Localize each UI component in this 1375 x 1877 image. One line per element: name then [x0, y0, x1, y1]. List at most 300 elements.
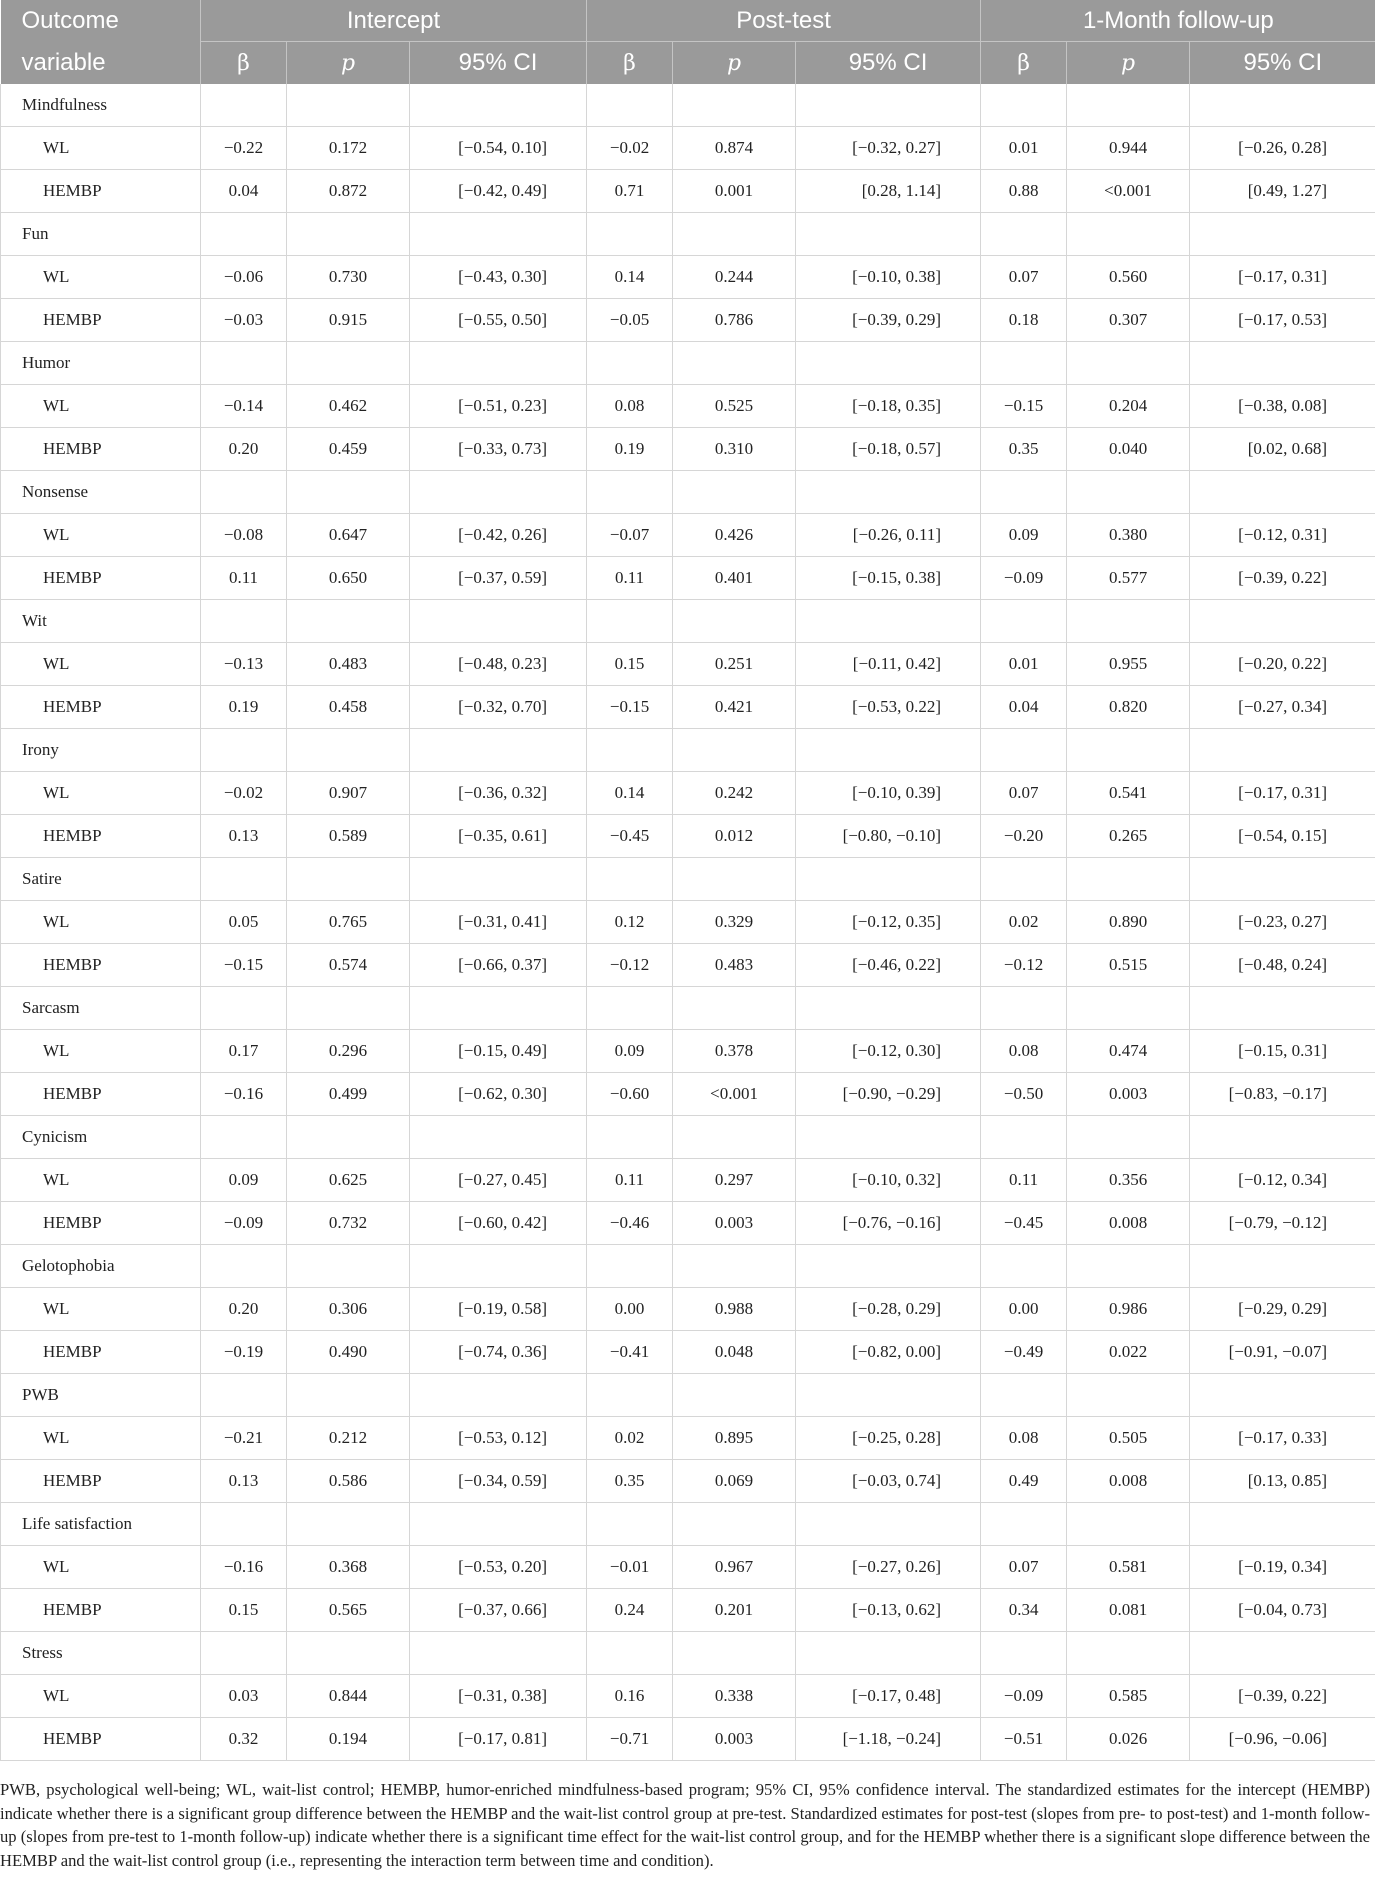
cell-followup-p: 0.008: [1067, 1202, 1190, 1245]
cell-posttest-p: 0.244: [673, 256, 796, 299]
table-row: [1, 1589, 1375, 1632]
cell-followup-beta: −0.12: [981, 944, 1067, 987]
cell-intercept-beta: 0.04: [201, 170, 287, 213]
empty-cell: [1190, 471, 1375, 514]
cell-posttest-beta: −0.05: [587, 299, 673, 342]
cell-intercept-p: 0.458: [287, 686, 410, 729]
cell-followup-beta: −0.51: [981, 1718, 1067, 1761]
cell-intercept-p: 0.915: [287, 299, 410, 342]
empty-cell: [587, 1503, 673, 1546]
cell-followup-p: 0.944: [1067, 127, 1190, 170]
empty-cell: [287, 987, 410, 1030]
empty-cell: [587, 1245, 673, 1288]
empty-cell: [673, 987, 796, 1030]
empty-cell: [587, 342, 673, 385]
empty-cell: [1067, 471, 1190, 514]
cell-intercept-ci: [−0.74, 0.36]: [410, 1331, 587, 1374]
header-ci: 95% CI: [410, 42, 587, 85]
group-label: WL: [1, 514, 201, 557]
cell-posttest-p: 0.003: [673, 1718, 796, 1761]
empty-cell: [287, 1245, 410, 1288]
table-row: [1, 1159, 1375, 1202]
table-body: [1, 84, 1375, 1761]
cell-posttest-p: 0.310: [673, 428, 796, 471]
empty-cell: [287, 1503, 410, 1546]
cell-posttest-ci: [−0.17, 0.48]: [796, 1675, 981, 1718]
cell-intercept-ci: [−0.62, 0.30]: [410, 1073, 587, 1116]
header-beta: β: [201, 42, 287, 85]
table-row: [1, 1288, 1375, 1331]
cell-intercept-beta: −0.21: [201, 1417, 287, 1460]
cell-followup-ci: [−0.48, 0.24]: [1190, 944, 1375, 987]
cell-intercept-p: 0.483: [287, 643, 410, 686]
header-group-followup: 1-Month follow-up: [981, 0, 1375, 42]
empty-cell: [1190, 1503, 1375, 1546]
cell-posttest-p: 0.988: [673, 1288, 796, 1331]
cell-intercept-ci: [−0.66, 0.37]: [410, 944, 587, 987]
cell-followup-p: 0.955: [1067, 643, 1190, 686]
cell-followup-ci: [−0.20, 0.22]: [1190, 643, 1375, 686]
group-label: HEMBP: [1, 428, 201, 471]
group-label: HEMBP: [1, 686, 201, 729]
empty-cell: [1067, 729, 1190, 772]
cell-intercept-p: 0.625: [287, 1159, 410, 1202]
cell-followup-beta: 0.07: [981, 772, 1067, 815]
cell-intercept-p: 0.459: [287, 428, 410, 471]
group-label: HEMBP: [1, 170, 201, 213]
table-row: [1, 772, 1375, 815]
cell-posttest-ci: [−0.26, 0.11]: [796, 514, 981, 557]
table-row: [1, 643, 1375, 686]
cell-intercept-beta: −0.16: [201, 1073, 287, 1116]
group-label: HEMBP: [1, 1589, 201, 1632]
cell-followup-ci: [0.49, 1.27]: [1190, 170, 1375, 213]
cell-intercept-ci: [−0.54, 0.10]: [410, 127, 587, 170]
empty-cell: [201, 1503, 287, 1546]
cell-intercept-beta: −0.08: [201, 514, 287, 557]
cell-intercept-beta: −0.19: [201, 1331, 287, 1374]
cell-followup-beta: 0.01: [981, 127, 1067, 170]
cell-followup-p: 0.560: [1067, 256, 1190, 299]
cell-intercept-p: 0.194: [287, 1718, 410, 1761]
empty-cell: [673, 84, 796, 127]
category-row: [1, 1116, 1375, 1159]
cell-intercept-ci: [−0.53, 0.20]: [410, 1546, 587, 1589]
cell-intercept-ci: [−0.27, 0.45]: [410, 1159, 587, 1202]
table-row: [1, 170, 1375, 213]
empty-cell: [587, 84, 673, 127]
cell-followup-p: 0.204: [1067, 385, 1190, 428]
table-row: [1, 1546, 1375, 1589]
table-row: [1, 944, 1375, 987]
empty-cell: [1067, 1503, 1190, 1546]
empty-cell: [1190, 729, 1375, 772]
cell-posttest-ci: [−0.03, 0.74]: [796, 1460, 981, 1503]
cell-intercept-p: 0.732: [287, 1202, 410, 1245]
group-label: HEMBP: [1, 1718, 201, 1761]
cell-intercept-p: 0.306: [287, 1288, 410, 1331]
cell-posttest-beta: 0.35: [587, 1460, 673, 1503]
cell-intercept-ci: [−0.53, 0.12]: [410, 1417, 587, 1460]
empty-cell: [1190, 213, 1375, 256]
cell-posttest-p: 0.874: [673, 127, 796, 170]
table-row: [1, 1718, 1375, 1761]
empty-cell: [287, 729, 410, 772]
cell-posttest-p: 0.483: [673, 944, 796, 987]
group-label: HEMBP: [1, 944, 201, 987]
cell-followup-beta: 0.01: [981, 643, 1067, 686]
cell-posttest-p: 0.201: [673, 1589, 796, 1632]
cell-intercept-ci: [−0.31, 0.38]: [410, 1675, 587, 1718]
empty-cell: [410, 1632, 587, 1675]
empty-cell: [287, 342, 410, 385]
empty-cell: [796, 342, 981, 385]
outcome-label: Mindfulness: [1, 84, 201, 127]
empty-cell: [410, 1374, 587, 1417]
category-row: [1, 858, 1375, 901]
cell-intercept-beta: −0.16: [201, 1546, 287, 1589]
cell-followup-ci: [−0.17, 0.33]: [1190, 1417, 1375, 1460]
cell-followup-p: 0.890: [1067, 901, 1190, 944]
group-label: HEMBP: [1, 815, 201, 858]
cell-followup-beta: −0.50: [981, 1073, 1067, 1116]
cell-followup-beta: 0.11: [981, 1159, 1067, 1202]
cell-posttest-p: 0.378: [673, 1030, 796, 1073]
cell-posttest-ci: [−0.90, −0.29]: [796, 1073, 981, 1116]
empty-cell: [587, 729, 673, 772]
cell-followup-ci: [−0.39, 0.22]: [1190, 1675, 1375, 1718]
cell-posttest-beta: −0.45: [587, 815, 673, 858]
cell-posttest-ci: [−0.13, 0.62]: [796, 1589, 981, 1632]
empty-cell: [287, 1116, 410, 1159]
cell-followup-beta: −0.49: [981, 1331, 1067, 1374]
cell-followup-p: 0.820: [1067, 686, 1190, 729]
cell-followup-beta: 0.18: [981, 299, 1067, 342]
cell-followup-ci: [−0.17, 0.31]: [1190, 256, 1375, 299]
cell-intercept-p: 0.586: [287, 1460, 410, 1503]
empty-cell: [981, 342, 1067, 385]
table-row: [1, 514, 1375, 557]
cell-intercept-ci: [−0.42, 0.49]: [410, 170, 587, 213]
cell-posttest-p: 0.426: [673, 514, 796, 557]
cell-posttest-p: 0.401: [673, 557, 796, 600]
cell-followup-beta: −0.20: [981, 815, 1067, 858]
group-label: WL: [1, 643, 201, 686]
cell-intercept-ci: [−0.17, 0.81]: [410, 1718, 587, 1761]
table-row: [1, 1460, 1375, 1503]
cell-intercept-p: 0.574: [287, 944, 410, 987]
empty-cell: [796, 1632, 981, 1675]
empty-cell: [287, 600, 410, 643]
group-label: WL: [1, 1546, 201, 1589]
empty-cell: [796, 858, 981, 901]
empty-cell: [587, 987, 673, 1030]
empty-cell: [201, 1116, 287, 1159]
outcome-label: Fun: [1, 213, 201, 256]
empty-cell: [981, 213, 1067, 256]
cell-intercept-beta: 0.20: [201, 428, 287, 471]
group-label: WL: [1, 385, 201, 428]
cell-intercept-p: 0.296: [287, 1030, 410, 1073]
cell-followup-ci: [−0.39, 0.22]: [1190, 557, 1375, 600]
cell-posttest-p: 0.003: [673, 1202, 796, 1245]
empty-cell: [410, 471, 587, 514]
cell-followup-p: 0.505: [1067, 1417, 1190, 1460]
cell-intercept-p: 0.589: [287, 815, 410, 858]
cell-intercept-p: 0.499: [287, 1073, 410, 1116]
cell-followup-beta: −0.15: [981, 385, 1067, 428]
cell-followup-beta: −0.09: [981, 557, 1067, 600]
table-row: [1, 686, 1375, 729]
empty-cell: [981, 1632, 1067, 1675]
cell-followup-ci: [−0.96, −0.06]: [1190, 1718, 1375, 1761]
header-p: p: [287, 42, 410, 85]
outcome-label: Gelotophobia: [1, 1245, 201, 1288]
outcome-label: Cynicism: [1, 1116, 201, 1159]
cell-intercept-ci: [−0.35, 0.61]: [410, 815, 587, 858]
empty-cell: [1067, 213, 1190, 256]
cell-intercept-ci: [−0.55, 0.50]: [410, 299, 587, 342]
cell-followup-ci: [−0.29, 0.29]: [1190, 1288, 1375, 1331]
cell-posttest-p: 0.251: [673, 643, 796, 686]
empty-cell: [1190, 1632, 1375, 1675]
cell-followup-ci: [−0.83, −0.17]: [1190, 1073, 1375, 1116]
empty-cell: [1067, 1245, 1190, 1288]
empty-cell: [587, 1632, 673, 1675]
cell-posttest-ci: [−0.15, 0.38]: [796, 557, 981, 600]
empty-cell: [1067, 1632, 1190, 1675]
empty-cell: [673, 1503, 796, 1546]
empty-cell: [587, 858, 673, 901]
cell-followup-beta: −0.45: [981, 1202, 1067, 1245]
table-row: [1, 901, 1375, 944]
cell-followup-ci: [−0.17, 0.31]: [1190, 772, 1375, 815]
cell-posttest-beta: 0.11: [587, 1159, 673, 1202]
cell-followup-ci: [0.02, 0.68]: [1190, 428, 1375, 471]
cell-intercept-beta: 0.13: [201, 815, 287, 858]
cell-posttest-beta: −0.71: [587, 1718, 673, 1761]
empty-cell: [1190, 858, 1375, 901]
cell-posttest-beta: 0.00: [587, 1288, 673, 1331]
empty-cell: [673, 729, 796, 772]
cell-posttest-ci: [−0.46, 0.22]: [796, 944, 981, 987]
cell-intercept-p: 0.650: [287, 557, 410, 600]
cell-followup-ci: [−0.38, 0.08]: [1190, 385, 1375, 428]
cell-followup-p: 0.380: [1067, 514, 1190, 557]
cell-intercept-p: 0.872: [287, 170, 410, 213]
empty-cell: [673, 1245, 796, 1288]
cell-posttest-ci: [−0.28, 0.29]: [796, 1288, 981, 1331]
cell-followup-ci: [−0.27, 0.34]: [1190, 686, 1375, 729]
empty-cell: [981, 1116, 1067, 1159]
cell-intercept-beta: 0.11: [201, 557, 287, 600]
empty-cell: [1190, 1116, 1375, 1159]
empty-cell: [201, 1374, 287, 1417]
empty-cell: [287, 1632, 410, 1675]
group-label: WL: [1, 1030, 201, 1073]
table-footnote: [0, 1778, 1370, 1872]
cell-posttest-beta: −0.01: [587, 1546, 673, 1589]
cell-followup-p: 0.577: [1067, 557, 1190, 600]
cell-followup-beta: 0.00: [981, 1288, 1067, 1331]
header-outcome-line2: variable: [1, 42, 201, 85]
cell-followup-ci: [−0.12, 0.34]: [1190, 1159, 1375, 1202]
cell-posttest-p: 0.421: [673, 686, 796, 729]
category-row: [1, 213, 1375, 256]
outcome-label: Wit: [1, 600, 201, 643]
empty-cell: [587, 213, 673, 256]
empty-cell: [1190, 1245, 1375, 1288]
cell-posttest-beta: 0.08: [587, 385, 673, 428]
cell-followup-beta: −0.09: [981, 1675, 1067, 1718]
cell-posttest-ci: [0.28, 1.14]: [796, 170, 981, 213]
cell-followup-beta: 0.49: [981, 1460, 1067, 1503]
category-row: [1, 987, 1375, 1030]
footnote-text: PWB, psychological well-being; WL, wait-list control; HEMBP, humor-enriched mindfulness-based program; 95% CI, 95% confidence interval. The standardized estimates for the intercept (HEMBP) indicate whether there is a significant group difference between the HEMBP and the wait-list control group at pre-test. Standardized estimates for post-test (slopes from pre- to post-test) and 1-month follow-up (slopes from pre-test to 1-month follow-up) indicate whether there is a significant time effect for the wait-list control group, and for the HEMBP whether there is a significant slope difference between the HEMBP and the wait-list control group (i.e., representing the interaction term between time and condition).: [0, 1780, 1370, 1870]
cell-posttest-p: 0.967: [673, 1546, 796, 1589]
empty-cell: [981, 987, 1067, 1030]
outcome-label: Sarcasm: [1, 987, 201, 1030]
empty-cell: [287, 213, 410, 256]
cell-intercept-ci: [−0.51, 0.23]: [410, 385, 587, 428]
cell-posttest-beta: −0.02: [587, 127, 673, 170]
cell-followup-ci: [−0.79, −0.12]: [1190, 1202, 1375, 1245]
table-row: [1, 256, 1375, 299]
cell-posttest-ci: [−0.53, 0.22]: [796, 686, 981, 729]
cell-posttest-ci: [−1.18, −0.24]: [796, 1718, 981, 1761]
cell-intercept-beta: 0.05: [201, 901, 287, 944]
cell-followup-p: 0.307: [1067, 299, 1190, 342]
empty-cell: [410, 213, 587, 256]
cell-posttest-ci: [−0.10, 0.38]: [796, 256, 981, 299]
cell-intercept-p: 0.462: [287, 385, 410, 428]
cell-posttest-ci: [−0.10, 0.39]: [796, 772, 981, 815]
cell-intercept-ci: [−0.42, 0.26]: [410, 514, 587, 557]
cell-followup-ci: [−0.17, 0.53]: [1190, 299, 1375, 342]
header-beta: β: [587, 42, 673, 85]
cell-posttest-p: 0.329: [673, 901, 796, 944]
cell-posttest-p: 0.525: [673, 385, 796, 428]
empty-cell: [410, 858, 587, 901]
empty-cell: [201, 987, 287, 1030]
group-label: HEMBP: [1, 299, 201, 342]
cell-intercept-beta: −0.14: [201, 385, 287, 428]
cell-posttest-p: 0.001: [673, 170, 796, 213]
empty-cell: [673, 471, 796, 514]
empty-cell: [981, 729, 1067, 772]
cell-intercept-ci: [−0.33, 0.73]: [410, 428, 587, 471]
empty-cell: [796, 987, 981, 1030]
cell-posttest-beta: 0.16: [587, 1675, 673, 1718]
group-label: HEMBP: [1, 1460, 201, 1503]
empty-cell: [1067, 858, 1190, 901]
empty-cell: [201, 342, 287, 385]
cell-posttest-ci: [−0.18, 0.57]: [796, 428, 981, 471]
cell-posttest-ci: [−0.39, 0.29]: [796, 299, 981, 342]
empty-cell: [201, 84, 287, 127]
empty-cell: [201, 1245, 287, 1288]
header-group-posttest: Post-test: [587, 0, 981, 42]
group-label: WL: [1, 901, 201, 944]
table-row: [1, 299, 1375, 342]
empty-cell: [1067, 84, 1190, 127]
cell-intercept-beta: 0.20: [201, 1288, 287, 1331]
header-beta: β: [981, 42, 1067, 85]
empty-cell: [410, 729, 587, 772]
header-p: p: [1067, 42, 1190, 85]
empty-cell: [796, 84, 981, 127]
cell-posttest-p: 0.338: [673, 1675, 796, 1718]
cell-followup-beta: 0.34: [981, 1589, 1067, 1632]
cell-intercept-beta: 0.19: [201, 686, 287, 729]
cell-followup-ci: [−0.19, 0.34]: [1190, 1546, 1375, 1589]
group-label: WL: [1, 1417, 201, 1460]
cell-posttest-beta: −0.41: [587, 1331, 673, 1374]
cell-intercept-p: 0.844: [287, 1675, 410, 1718]
cell-intercept-p: 0.907: [287, 772, 410, 815]
cell-followup-p: 0.022: [1067, 1331, 1190, 1374]
cell-posttest-beta: 0.19: [587, 428, 673, 471]
cell-intercept-ci: [−0.48, 0.23]: [410, 643, 587, 686]
category-row: [1, 1374, 1375, 1417]
empty-cell: [410, 1503, 587, 1546]
cell-intercept-ci: [−0.37, 0.59]: [410, 557, 587, 600]
cell-followup-p: <0.001: [1067, 170, 1190, 213]
cell-posttest-ci: [−0.12, 0.30]: [796, 1030, 981, 1073]
empty-cell: [673, 1116, 796, 1159]
empty-cell: [981, 1245, 1067, 1288]
category-row: [1, 600, 1375, 643]
table-row: [1, 557, 1375, 600]
empty-cell: [201, 213, 287, 256]
table-row: [1, 1417, 1375, 1460]
empty-cell: [796, 1503, 981, 1546]
empty-cell: [673, 858, 796, 901]
table-header: [1, 0, 1375, 84]
cell-intercept-beta: 0.15: [201, 1589, 287, 1632]
cell-followup-p: 0.515: [1067, 944, 1190, 987]
outcome-label: Satire: [1, 858, 201, 901]
empty-cell: [981, 600, 1067, 643]
group-label: WL: [1, 256, 201, 299]
cell-followup-ci: [−0.23, 0.27]: [1190, 901, 1375, 944]
cell-followup-p: 0.081: [1067, 1589, 1190, 1632]
empty-cell: [587, 600, 673, 643]
cell-followup-p: 0.040: [1067, 428, 1190, 471]
empty-cell: [410, 342, 587, 385]
cell-followup-p: 0.986: [1067, 1288, 1190, 1331]
header-p: p: [673, 42, 796, 85]
header-ci: 95% CI: [796, 42, 981, 85]
outcome-label: Irony: [1, 729, 201, 772]
cell-posttest-beta: −0.07: [587, 514, 673, 557]
empty-cell: [587, 471, 673, 514]
cell-posttest-ci: [−0.27, 0.26]: [796, 1546, 981, 1589]
group-label: WL: [1, 1675, 201, 1718]
cell-followup-p: 0.265: [1067, 815, 1190, 858]
category-row: [1, 1503, 1375, 1546]
empty-cell: [673, 213, 796, 256]
table-row: [1, 1202, 1375, 1245]
cell-intercept-ci: [−0.36, 0.32]: [410, 772, 587, 815]
cell-intercept-beta: 0.17: [201, 1030, 287, 1073]
cell-intercept-p: 0.212: [287, 1417, 410, 1460]
empty-cell: [796, 471, 981, 514]
cell-intercept-p: 0.172: [287, 127, 410, 170]
empty-cell: [981, 1374, 1067, 1417]
empty-cell: [287, 1374, 410, 1417]
cell-posttest-ci: [−0.18, 0.35]: [796, 385, 981, 428]
